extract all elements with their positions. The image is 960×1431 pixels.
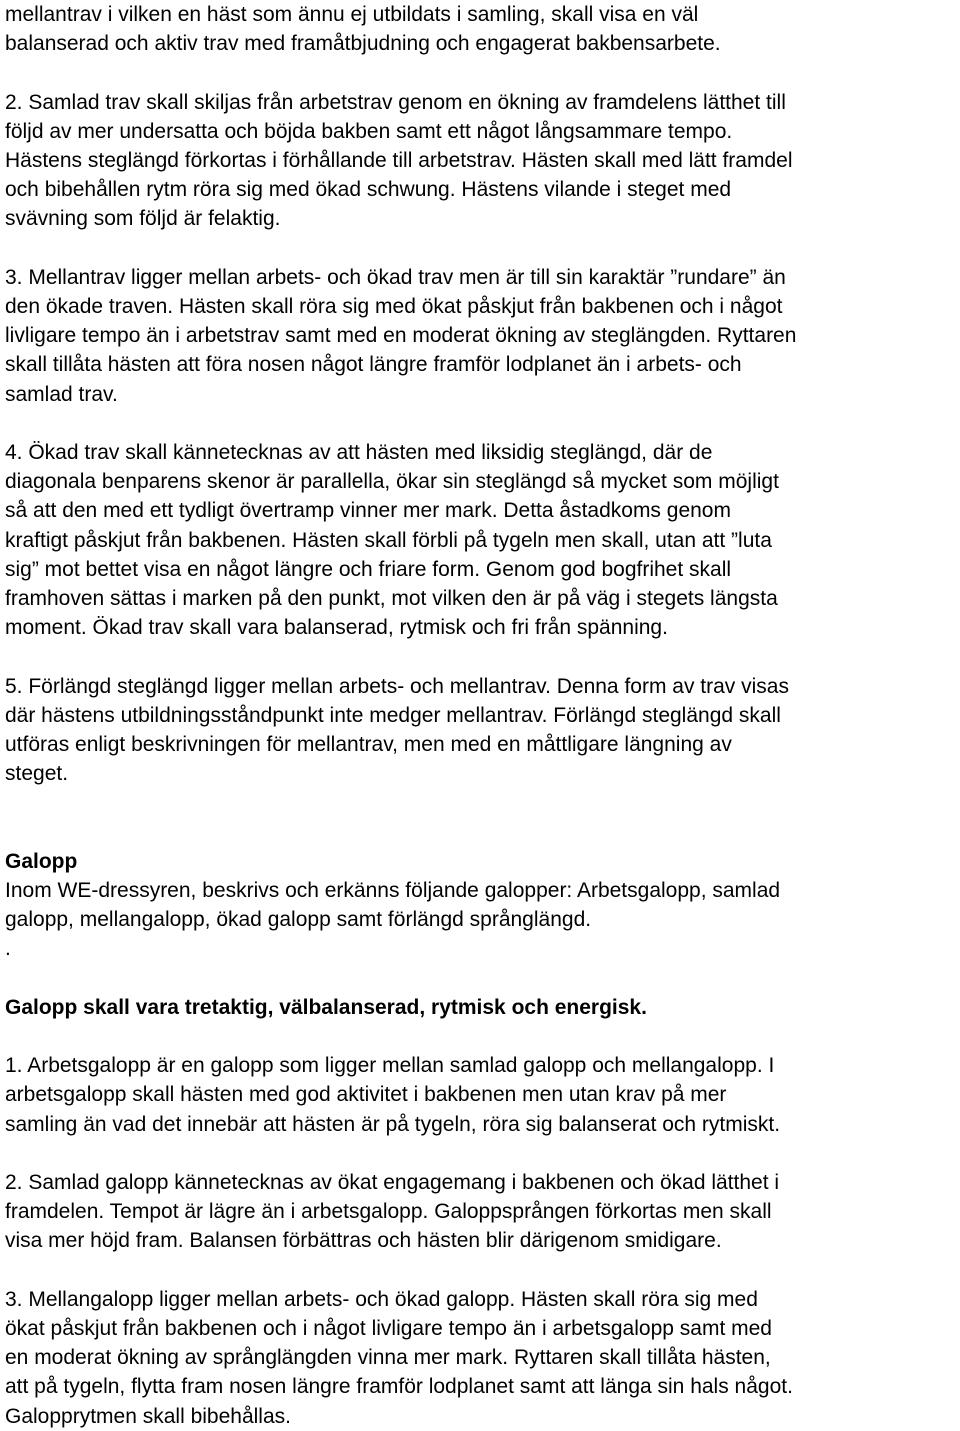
spacer (5, 409, 957, 438)
galopp-subheading: Galopp skall vara tretaktig, välbalanserad, rytmisk och energisk. (5, 995, 647, 1019)
spacer (5, 788, 957, 846)
spacer (5, 1022, 957, 1051)
document-page (5, 0, 957, 1431)
section-heading-galopp: Galopp (5, 849, 78, 873)
spacer (5, 234, 957, 263)
spacer (5, 964, 957, 993)
paragraph-okad-trav: 4. Ökad trav skall kännetecknas av att hästen med liksidig steglängd, där de diagonala benparens skenor är parallella, ökar sin steglängd så mycket som möjligt så att den med ett tydligt övertramp vinner mer mark. Detta åstadkoms genom kraftigt påskjut från bakbenen. Hästen skall förbli på tygeln men skall, utan att ”luta sig” mot bettet visa en något längre och friare form. Genom god bogfrihet skall framhoven sättas i marken på den punkt, mot vilken den är på väg i stegets längsta moment. Ökad trav skall vara balanserad, rytmisk och fri från spänning. (5, 441, 779, 640)
paragraph-mellantrav-continued: mellantrav i vilken en häst som ännu ej utbildats i samling, skall visa en väl balanserad och aktiv trav med framåtbjudning och engagerat bakbensarbete. (5, 3, 721, 56)
spacer (5, 1139, 957, 1168)
spacer (5, 642, 957, 671)
spacer (5, 58, 957, 87)
paragraph-samlad-galopp: 2. Samlad galopp kännetecknas av ökat engagemang i bakbenen och ökad lätthet i framdelen. Tempot är lägre än i arbetsgalopp. Galoppsprången förkortas men skall visa mer höjd fram. Balansen förbättras och hästen blir därigenom smidigare. (5, 1171, 780, 1253)
paragraph-mellantrav: 3. Mellantrav ligger mellan arbets- och ökad trav men är till sin karaktär ”rundare” än den ökade traven. Hästen skall röra sig med ökat påskjut från bakbenen och i något livligare tempo än i arbetstrav samt med en moderat ökning av steglängden. Ryttaren skall tillåta hästen att föra nosen något längre framför lodplanet än i arbets- och samlad trav. (5, 265, 797, 406)
paragraph-samlad-trav: 2. Samlad trav skall skiljas från arbetstrav genom en ökning av framdelens lätthet till följd av mer undersatta och böjda bakben samt ett något långsammare tempo. Hästens steglängd förkortas i förhållande till arbetstrav. Hästen skall med lätt framdel och bibehållen rytm röra sig med ökad schwung. Hästens vilande i steget med svävning som följd är felaktig. (5, 90, 793, 231)
spacer (5, 1256, 957, 1285)
paragraph-forlangd-steglangd: 5. Förlängd steglängd ligger mellan arbets- och mellantrav. Denna form av trav visas där hästens utbildningsståndpunkt inte medger mellantrav. Förlängd steglängd skall utföras enligt beskrivningen för mellantrav, men med en måttligare längning av steget. (5, 674, 789, 786)
stray-period: . (5, 937, 11, 961)
paragraph-mellangalopp: 3. Mellangalopp ligger mellan arbets- och ökad galopp. Hästen skall röra sig med ökat påskjut från bakbenen och i något livligare tempo än i arbetsgalopp samt med en moderat ökning av språnglängden vinna mer mark. Ryttaren skall tillåta hästen, att på tygeln, flytta fram nosen längre framför lodplanet samt att länga sin hals något. Galopprytmen skall bibehållas. (5, 1287, 793, 1428)
paragraph-arbetsgalopp: 1. Arbetsgalopp är en galopp som ligger mellan samlad galopp och mellangalopp. I arbetsgalopp skall hästen med god aktivitet i bakbenen men utan krav på mer samling än vad det innebär att hästen är på tygeln, röra sig balanserat och rytmiskt. (5, 1054, 781, 1136)
paragraph-galopp-intro: Inom WE-dressyren, beskrivs och erkänns följande galopper: Arbetsgalopp, samlad galopp, mellangalopp, ökad galopp samt förlängd språnglängd. (5, 879, 781, 932)
